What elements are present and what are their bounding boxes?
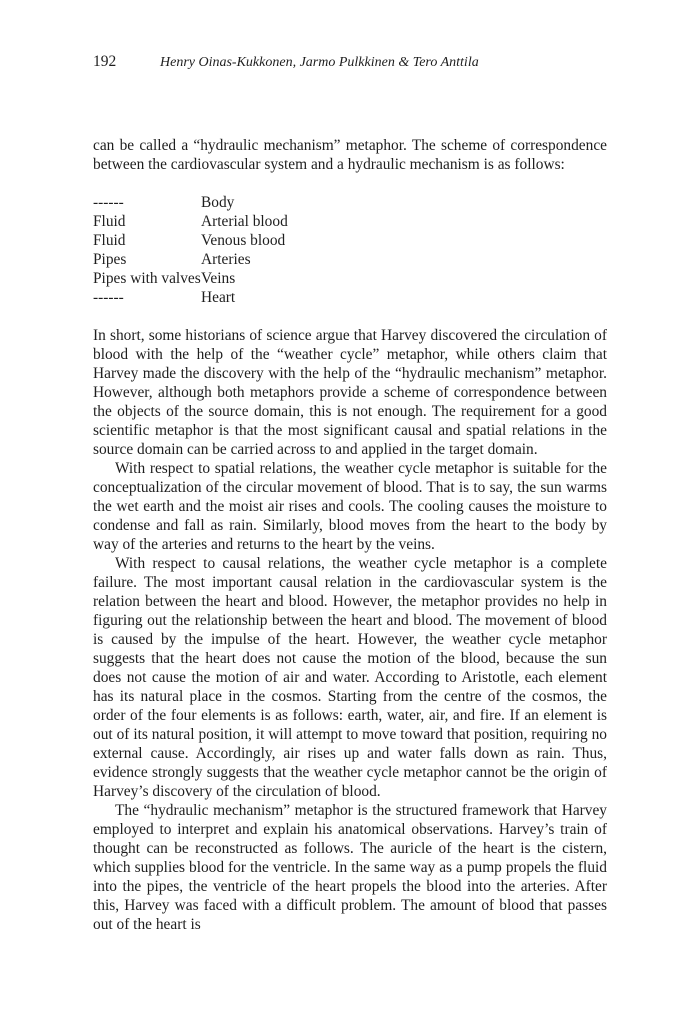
source-cell: Pipes with valves <box>93 270 201 287</box>
body-text <box>93 136 607 934</box>
source-cell: Pipes <box>93 251 127 268</box>
source-cell: Fluid <box>93 213 126 230</box>
intro-paragraph: can be called a “hydraulic mechanism” metaphor. The scheme of correspondence between the cardiovascular system and a hydraulic mechanism is as follows: <box>93 137 607 173</box>
table-row <box>93 250 607 269</box>
paragraph-causal-relations: With respect to causal relations, the weather cycle metaphor is a complete failure. The most important causal relation in the cardiovascular system is the relation between the heart and blood. However, the metaphor provides no help in figuring out the relationship between the heart and blood. The movement of blood is caused by the impulse of the heart. However, the weather cycle metaphor suggests that the heart does not cause the motion of the blood, because the sun does not cause the motion of air and water. According to Aristotle, each element has its natural place in the cosmos. Starting from the centre of the cosmos, the order of the four elements is as follows: earth, water, air, and fire. If an element is out of its natural position, it will attempt to move toward that position, requiring no external cause. Accordingly, air rises up and water falls down as rain. Thus, evidence strongly suggests that the weather cycle metaphor cannot be the origin of Harvey’s discovery of the circulation of blood. <box>93 555 607 800</box>
table-row <box>93 231 607 250</box>
paragraph-hydraulic-mechanism: The “hydraulic mechanism” metaphor is the structured framework that Harvey employed to interpret and explain his anatomical observations. Harvey’s train of thought can be reconstructed as follows. The auricle of the heart is the cistern, which supplies blood for the ventricle. In the same way as a pump propels the fluid into the pipes, the ventricle of the heart propels the blood into the arteries. After this, Harvey was faced with a difficult problem. The amount of blood that passes out of the heart is <box>93 802 607 933</box>
target-cell: Heart <box>201 289 236 306</box>
table-row <box>93 288 607 307</box>
target-cell: Venous blood <box>201 232 286 249</box>
running-header <box>93 52 613 73</box>
table-row <box>93 269 607 288</box>
target-cell: Arteries <box>201 251 251 268</box>
target-cell: Arterial blood <box>201 213 288 230</box>
running-head-authors: Henry Oinas-Kukkonen, Jarmo Pulkkinen & Tero Anttila <box>160 55 479 70</box>
page-number: 192 <box>93 53 117 70</box>
paragraph-spatial-relations: With respect to spatial relations, the weather cycle metaphor is suitable for the conceptualization of the circular movement of blood. That is to say, the sun warms the wet earth and the moist air rises and cools. The cooling causes the moisture to condense and fall as rain. Similarly, blood moves from the heart to the body by way of the arteries and returns to the heart by the veins. <box>93 460 607 553</box>
target-cell: Veins <box>201 270 236 287</box>
source-cell: Fluid <box>93 232 126 249</box>
table-row <box>93 212 607 231</box>
paragraph-summary: In short, some historians of science argue that Harvey discovered the circulation of blood with the help of the “weather cycle” metaphor, while others claim that Harvey made the discovery with the help of the “hydraulic mechanism” metaphor. However, although both metaphors provide a scheme of correspondence between the objects of the source domain, this is not enough. The requirement for a good scientific metaphor is that the most significant causal and spatial relations in the source domain can be carried across to and applied in the target domain. <box>93 327 607 458</box>
table-row <box>93 193 607 212</box>
source-cell: ------ <box>93 289 124 306</box>
target-cell: Body <box>201 194 235 211</box>
correspondence-table <box>93 193 607 307</box>
source-cell: ------ <box>93 194 124 211</box>
